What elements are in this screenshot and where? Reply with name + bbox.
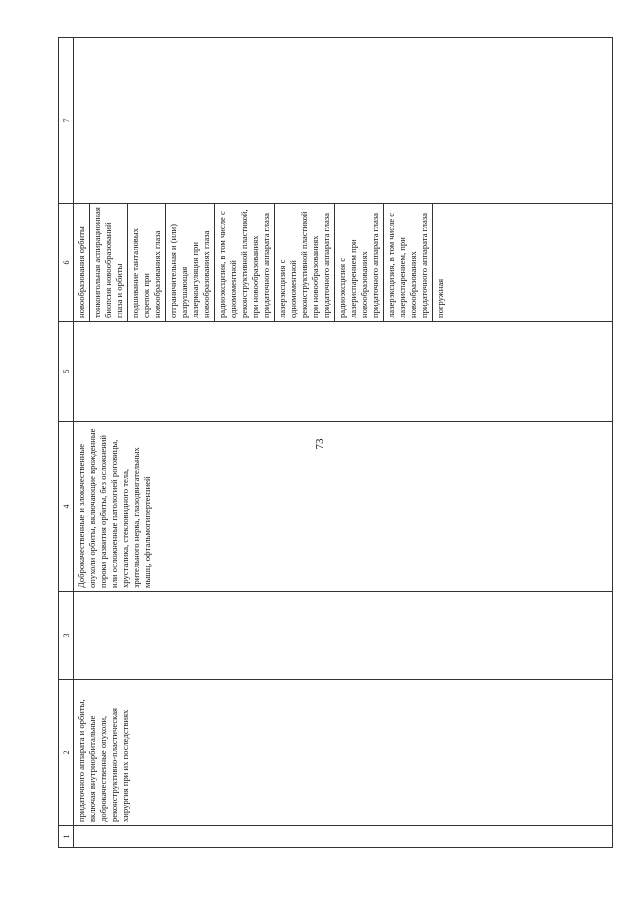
procedure-item <box>215 204 275 321</box>
procedure-text: подшивание танталовых скрепок при новообразованиях глаза <box>130 228 162 318</box>
procedure-text: отграничительная и (или) разрушающая лазеркоагуляция при новообразованиях глаза <box>168 224 211 318</box>
procedure-item <box>384 204 433 321</box>
procedure-text: тонкоигольная аспирационная биопсия новообразований глаза и орбиты <box>92 207 124 318</box>
header-row <box>59 38 74 848</box>
header-col-7: 7 <box>59 38 74 204</box>
procedure-text: лазерэксцизия, в том числе с лазериспарением, при новообразованиях придаточного аппарата глаза <box>386 212 429 318</box>
procedure-text: лазерэксцизия с одномоментной реконструктивной пластикой при новообразованиях придаточного аппарата глаза <box>277 211 331 318</box>
rotated-table-wrapper <box>58 38 613 848</box>
procedure-text: погружная <box>435 278 445 318</box>
header-col-4: 4 <box>59 422 74 592</box>
header-col-5: 5 <box>59 322 74 422</box>
medical-procedures-table <box>58 37 613 848</box>
header-col-6: 6 <box>59 204 74 322</box>
procedure-text: радиоэксцизия с лазериспарением при новообразованиях придаточного аппарата глаза <box>337 213 380 318</box>
procedure-item <box>166 204 215 321</box>
header-col-3: 3 <box>59 592 74 680</box>
cell-col-6 <box>74 204 613 322</box>
cell-col-1 <box>74 826 613 848</box>
procedure-item <box>90 204 128 321</box>
procedure-item <box>335 204 384 321</box>
cell-col-4: Доброкачественные и злокачественные опухоли орбиты, включающие врожденные пороки развития орбиты, без осложнений или осложненные патологией роговицы, хрусталика, стекловидного тела, зрительного нерва, глазодвигательных мышц, офтальмогипертензией <box>74 422 613 592</box>
procedure-item <box>433 204 448 321</box>
cell-col-2: придаточного аппарата и орбиты, включая внутриорбитальные доброкачественные опухоли, реконструктивно-пластическая хирургия при их последствиях <box>74 680 613 826</box>
header-col-2: 2 <box>59 680 74 826</box>
cell-col-3 <box>74 592 613 680</box>
cell-col-7 <box>74 38 613 204</box>
procedure-item <box>275 204 335 321</box>
procedure-item <box>128 204 166 321</box>
procedure-text: новообразования орбиты <box>76 226 86 318</box>
page-number: 73 <box>314 438 326 450</box>
procedure-item <box>74 204 90 321</box>
header-col-1: 1 <box>59 826 74 848</box>
procedure-text: радиоэксцизия, в том числе с одномоментной реконструктивной пластикой, при новообразованиях придаточного аппарата глаза <box>217 209 271 318</box>
cell-col-5 <box>74 322 613 422</box>
table-row <box>74 38 613 848</box>
